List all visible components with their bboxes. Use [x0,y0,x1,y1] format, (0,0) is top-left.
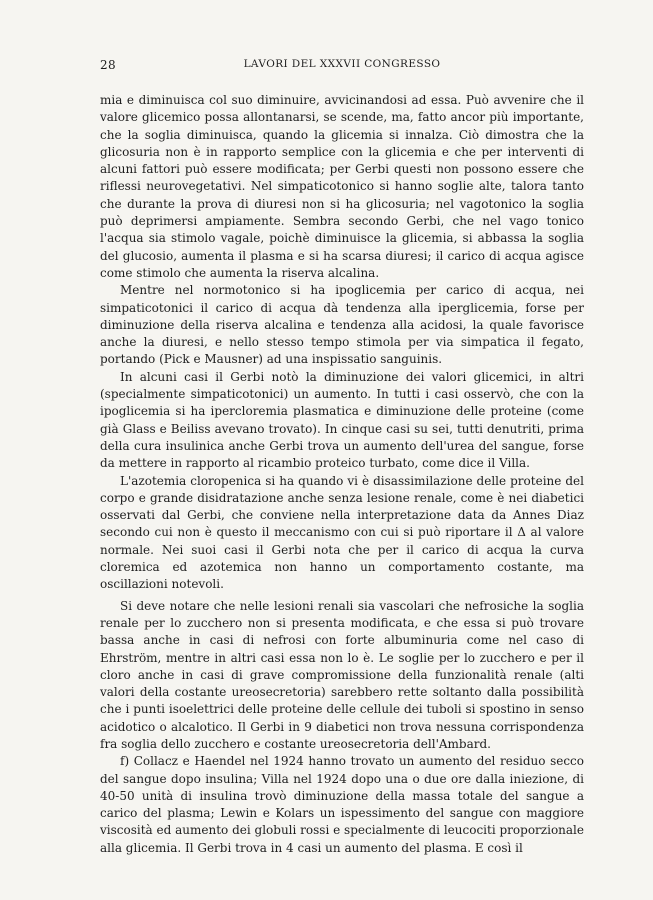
page-number: 28 [100,58,117,72]
paragraph-3: In alcuni casi il Gerbi notò la diminuzione dei valori glicemici, in altri (specialmente simpaticotonici) un aumento. In tutti i casi osservò, che con la ipoglicemia si ha ipercloremia plasmatica e diminuzione delle proteine (come già Glass e Beiliss avevano trovato). In cinque casi su sei, tutti denutriti, prima della cura insulinica anche Gerbi trova un aumento dell'urea del sangue, forse da mettere in rapporto al ricambio proteico turbato, come dice il Villa. [100,369,584,471]
paragraph-4: L'azotemia cloropenica si ha quando vi è disassimilazione delle proteine del corpo e grande disidratazione anche senza lesione renale, come è nei diabetici osservati dal Gerbi, che conviene nella interpretazione data da Annes Diaz secondo cui non è questo il meccanismo con cui si può riportare il Δ al valore normale. Nei suoi casi il Gerbi nota che per il carico di acqua la curva cloremica ed azotemica non hanno un comportamento costante, ma oscillazioni notevoli. [100,473,584,592]
paragraph-5: Si deve notare che nelle lesioni renali sia vascolari che nefrosiche la soglia renale per lo zucchero non si presenta modificata, e che essa si può trovare bassa anche in casi di nefrosi con forte albuminuria come nel caso di Ehrström, mentre in altri casi essa non lo è. Le soglie per lo zucchero e per il cloro anche in casi di grave compromissione della funzionalità renale (alti valori della costante ureosecretoria) sarebbero rette soltanto dalla possibilità che i punti isoelettrici delle proteine delle cellule dei tuboli si spostino in senso acidotico o alcalotico. Il Gerbi in 9 diabetici non trova nessuna corrispondenza fra soglia dello zucchero e costante ureosecretoria dell'Ambard. [100,598,584,751]
body-text [100,92,584,857]
page-header [100,58,584,74]
paragraph-6: f) Collacz e Haendel nel 1924 hanno trovato un aumento del residuo secco del sangue dopo insulina; Villa nel 1924 dopo una o due ore dalla iniezione, di 40-50 unità di insulina trovò diminuzione della massa totale del sangue a carico del plasma; Lewin e Kolars un ispessimento del sangue con maggiore viscosità ed aumento dei globuli rossi e specialmente di leucociti proporzionale alla glicemia. Il Gerbi trova in 4 casi un aumento del plasma. E così il [100,754,584,855]
paragraph-2: Mentre nel normotonico si ha ipoglicemia per carico di acqua, nei simpaticotonici il carico di acqua dà tendenza alla iperglicemia, forse per diminuzione della riserva alcalina e tendenza alla acidosi, la quale favorisce anche la diuresi, e nello stesso tempo stimola per via simpatica il fegato, portando (Pick e Mausner) ad una inspissatio sanguinis. [100,283,584,367]
running-title: LAVORI DEL XXXVII CONGRESSO [243,58,441,70]
paragraph-1: mia e diminuisca col suo diminuire, avvicinandosi ad essa. Può avvenire che il valore glicemico possa allontanarsi, se scende, ma, fatto ancor più importante, che la soglia diminuisca, quando la glicemia si innalza. Ciò dimostra che la glicosuria non è in rapporto semplice con la glicemia e che per interventi di alcuni fattori può essere modificata; per Gerbi questi non possono essere che riflessi neurovegetativi. Nel simpaticotonico si hanno soglie alte, talora tanto che durante la prova di diuresi non si ha glicosuria; nel vagotonico la soglia può deprimersi ampiamente. Sembra secondo Gerbi, che nel vago tonico l'acqua sia stimolo vagale, poichè diminuisce la glicemia, si abbassa la soglia del glucosio, aumenta il plasma e si ha scarsa diuresi; il carico di acqua agisce come stimolo che aumenta la riserva alcalina. [100,93,584,280]
